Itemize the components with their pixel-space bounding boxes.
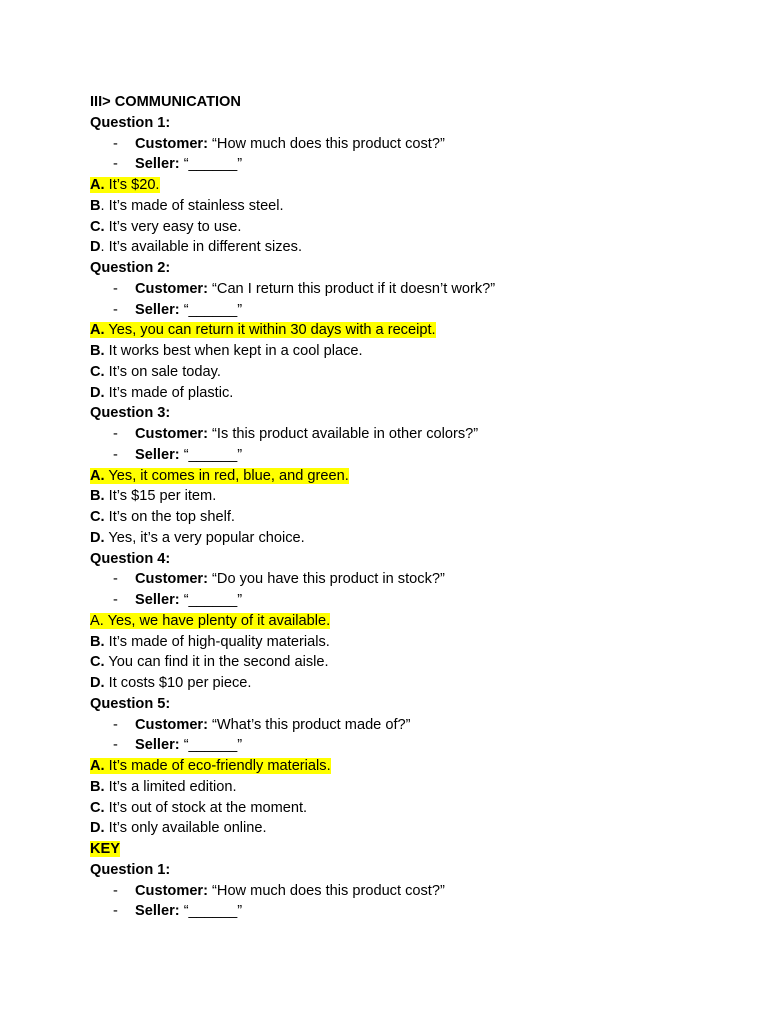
option-c <box>90 362 730 383</box>
seller-label: Seller: <box>135 737 180 754</box>
customer-label: Customer: <box>135 280 208 297</box>
option-letter: C. <box>90 218 105 235</box>
seller-blank: “______” <box>183 301 243 318</box>
customer-line <box>90 134 730 155</box>
customer-line <box>90 279 730 300</box>
seller-label: Seller: <box>135 446 180 463</box>
key-title <box>90 839 730 860</box>
seller-line <box>90 300 730 321</box>
customer-label: Customer: <box>135 135 208 152</box>
dash-bullet: - <box>113 882 118 899</box>
seller-blank: “______” <box>183 903 243 920</box>
option-text: It’s a limited edition. <box>104 778 237 795</box>
option-a <box>90 320 730 341</box>
option-letter: A. <box>90 467 105 484</box>
dash-bullet: - <box>113 301 118 318</box>
seller-line <box>90 901 730 922</box>
option-text: It’s made of plastic. <box>104 384 234 401</box>
option-letter: B. <box>90 488 105 505</box>
option-text: Yes, it comes in red, blue, and green. <box>104 467 349 484</box>
dash-bullet: - <box>113 571 118 588</box>
option-letter: D. <box>90 675 105 691</box>
option-b <box>90 341 730 362</box>
option-letter: B. <box>90 633 105 650</box>
option-d <box>90 528 730 549</box>
option-text: . It’s available in different sizes. <box>100 239 302 256</box>
document-body <box>90 92 730 922</box>
option-letter: B <box>90 197 101 214</box>
option-text: It’s only available online. <box>104 820 267 837</box>
seller-blank: “______” <box>183 156 243 173</box>
question-label: Question 2: <box>90 260 171 276</box>
answer-highlight <box>90 758 331 774</box>
customer-quote: “How much does this product cost?” <box>212 135 445 152</box>
option-a <box>90 175 730 196</box>
option-letter: D. <box>90 384 105 401</box>
option-d <box>90 818 730 839</box>
seller-label: Seller: <box>135 903 180 920</box>
option-d <box>90 673 730 694</box>
option-text: It’s made of eco-friendly materials. <box>104 758 331 774</box>
option-letter: A. <box>90 758 105 774</box>
seller-label: Seller: <box>135 592 180 608</box>
customer-label: Customer: <box>135 882 208 899</box>
option-b <box>90 196 730 217</box>
option-d <box>90 383 730 404</box>
question-label: Question 1: <box>90 861 171 878</box>
dash-bullet: - <box>113 737 118 754</box>
dash-bullet: - <box>113 280 118 297</box>
option-text: Yes, it’s a very popular choice. <box>104 529 305 546</box>
customer-quote: “Can I return this product if it doesn’t work?” <box>212 280 496 297</box>
customer-line <box>90 424 730 445</box>
customer-quote: “How much does this product cost?” <box>212 882 445 899</box>
answer-highlight <box>90 468 349 484</box>
option-letter: C. <box>90 654 105 671</box>
option-text: It’s $20. <box>104 177 160 193</box>
option-text: Yes, you can return it within 30 days with a receipt. <box>104 322 436 339</box>
option-letter: C. <box>90 363 105 380</box>
seller-line <box>90 590 730 611</box>
customer-quote: “Is this product available in other colors?” <box>212 426 479 442</box>
option-text: It’s out of stock at the moment. <box>104 799 308 816</box>
dash-bullet: - <box>113 592 118 608</box>
option-letter: A. <box>90 322 105 339</box>
option-c <box>90 798 730 819</box>
option-text: . It’s made of stainless steel. <box>100 197 284 214</box>
option-letter: D. <box>90 529 105 546</box>
seller-label: Seller: <box>135 301 180 318</box>
customer-label: Customer: <box>135 426 208 442</box>
answer-highlight <box>90 613 330 629</box>
option-text: It’s very easy to use. <box>104 218 242 235</box>
option-letter: A. <box>90 177 105 193</box>
customer-quote: “Do you have this product in stock?” <box>212 571 445 588</box>
option-text: It’s made of high-quality materials. <box>104 633 330 650</box>
question-label: Question 4: <box>90 550 171 567</box>
option-letter: B. <box>90 343 105 359</box>
option-b <box>90 777 730 798</box>
option-letter: A. <box>90 612 104 629</box>
option-text: It costs $10 per piece. <box>104 675 252 691</box>
customer-label: Customer: <box>135 571 208 588</box>
option-text: Yes, we have plenty of it available. <box>103 612 331 629</box>
option-letter: D. <box>90 820 105 837</box>
customer-label: Customer: <box>135 716 208 733</box>
option-letter: C. <box>90 509 105 525</box>
question-label: Question 5: <box>90 695 171 712</box>
key-highlight: KEY <box>90 841 121 857</box>
option-c <box>90 652 730 673</box>
option-letter: B. <box>90 778 105 795</box>
question-label: Question 1: <box>90 114 171 131</box>
option-d <box>90 237 730 258</box>
option-text: You can find it in the second aisle. <box>104 654 329 671</box>
question-label: Question 3: <box>90 405 171 422</box>
seller-blank: “______” <box>183 737 243 754</box>
seller-blank: “______” <box>183 446 243 463</box>
dash-bullet: - <box>113 135 118 152</box>
option-letter: C. <box>90 799 105 816</box>
option-c <box>90 217 730 238</box>
option-a <box>90 756 730 777</box>
customer-line <box>90 569 730 590</box>
customer-line <box>90 881 730 902</box>
seller-line <box>90 445 730 466</box>
customer-line <box>90 715 730 736</box>
option-a <box>90 611 730 632</box>
dash-bullet: - <box>113 903 118 920</box>
customer-quote: “What’s this product made of?” <box>212 716 411 733</box>
dash-bullet: - <box>113 426 118 442</box>
seller-line <box>90 735 730 756</box>
option-b <box>90 486 730 507</box>
section-title: III> COMMUNICATION <box>90 94 241 110</box>
seller-label: Seller: <box>135 156 180 173</box>
seller-line <box>90 154 730 175</box>
option-text: It’s on the top shelf. <box>104 509 235 525</box>
dash-bullet: - <box>113 156 118 173</box>
option-b <box>90 632 730 653</box>
answer-highlight <box>90 322 436 338</box>
option-letter: D <box>90 239 101 256</box>
option-text: It’s on sale today. <box>104 363 221 380</box>
option-text: It works best when kept in a cool place. <box>104 343 363 359</box>
dash-bullet: - <box>113 446 118 463</box>
option-text: It’s $15 per item. <box>104 488 217 505</box>
option-a <box>90 466 730 487</box>
seller-blank: “______” <box>183 592 243 608</box>
dash-bullet: - <box>113 716 118 733</box>
option-c <box>90 507 730 528</box>
answer-highlight <box>90 177 160 193</box>
